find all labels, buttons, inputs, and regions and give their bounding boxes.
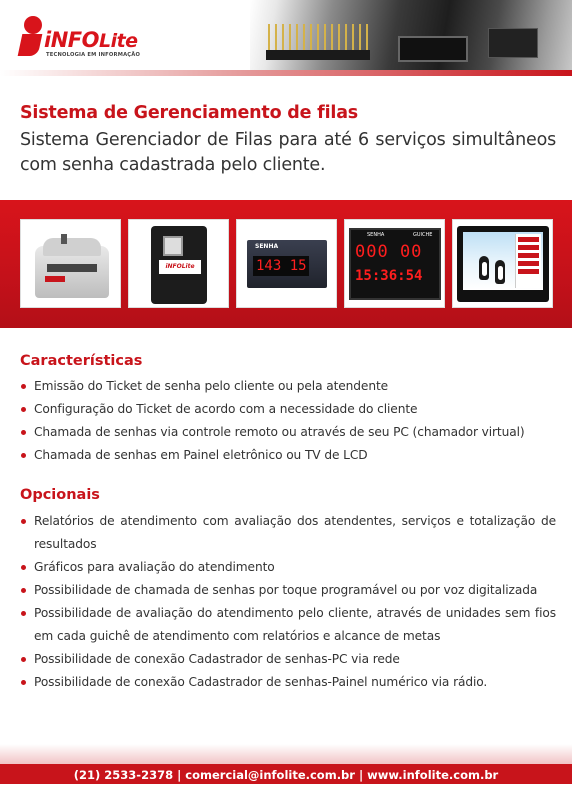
list-item: Possibilidade de conexão Cadastrador de senhas-PC via rede <box>20 648 556 671</box>
list-item: Chamada de senhas em Painel eletrônico ou TV de LCD <box>20 444 556 467</box>
list-item: Emissão do Ticket de senha pelo cliente ou pela atendente <box>20 375 556 398</box>
caracteristicas-heading: Características <box>20 353 143 369</box>
small-panel-display: 143 15 <box>253 256 309 276</box>
logo-tagline: TECNOLOGIA EM INFORMAÇÃO <box>46 52 141 58</box>
opcionais-heading: Opcionais <box>20 487 100 503</box>
chip-image <box>398 36 468 62</box>
list-item: Chamada de senhas via controle remoto ou através de seu PC (chamador virtual) <box>20 421 556 444</box>
header-divider <box>0 70 572 76</box>
company-logo <box>18 16 148 62</box>
small-panel-label: SENHA <box>255 243 279 250</box>
header <box>0 0 572 76</box>
logo-wordmark: iNFOLite <box>44 28 138 52</box>
list-item: Possibilidade de chamada de senhas por toque programável ou por voz digitalizada <box>20 579 556 602</box>
penguin-icon <box>479 256 489 280</box>
page-subtitle: Sistema Gerenciador de Filas para até 6 serviços simultâneos com senha cadastrada pelo cliente. <box>20 130 556 175</box>
keypad-label: iNFOLite <box>159 260 201 274</box>
list-item: Gráficos para avaliação do atendimento <box>20 556 556 579</box>
list-item: Relatórios de atendimento com avaliação dos atendentes, serviços e totalização de resultados <box>20 510 556 556</box>
list-item: Possibilidade de conexão Cadastrador de senhas-Painel numérico via rádio. <box>20 671 556 694</box>
big-panel-numbers: 000 00 <box>355 242 423 262</box>
big-panel-clock: 15:36:54 <box>355 268 423 284</box>
list-item: Configuração do Ticket de acordo com a necessidade do cliente <box>20 398 556 421</box>
opcionais-list <box>20 510 556 694</box>
product-lcd-tv <box>452 219 553 308</box>
product-small-panel <box>236 219 337 308</box>
product-ticket-printer <box>20 219 121 308</box>
list-item: Possibilidade de avaliação do atendimento pelo cliente, através de unidades sem fios em cada guichê de atendimento com relatórios e alcance de metas <box>20 602 556 648</box>
page-title: Sistema de Gerenciamento de filas <box>20 103 359 123</box>
big-panel-label-left: SENHA <box>367 232 385 238</box>
caracteristicas-list <box>20 375 556 467</box>
contact-footer: (21) 2533-2378 | comercial@infolite.com.br | www.infolite.com.br <box>0 764 572 784</box>
product-big-panel <box>344 219 445 308</box>
product-keypad-box <box>128 219 229 308</box>
penguin-icon <box>495 260 505 284</box>
big-panel-label-right: GUICHE <box>413 232 433 238</box>
keypad-button-icon <box>163 236 183 256</box>
